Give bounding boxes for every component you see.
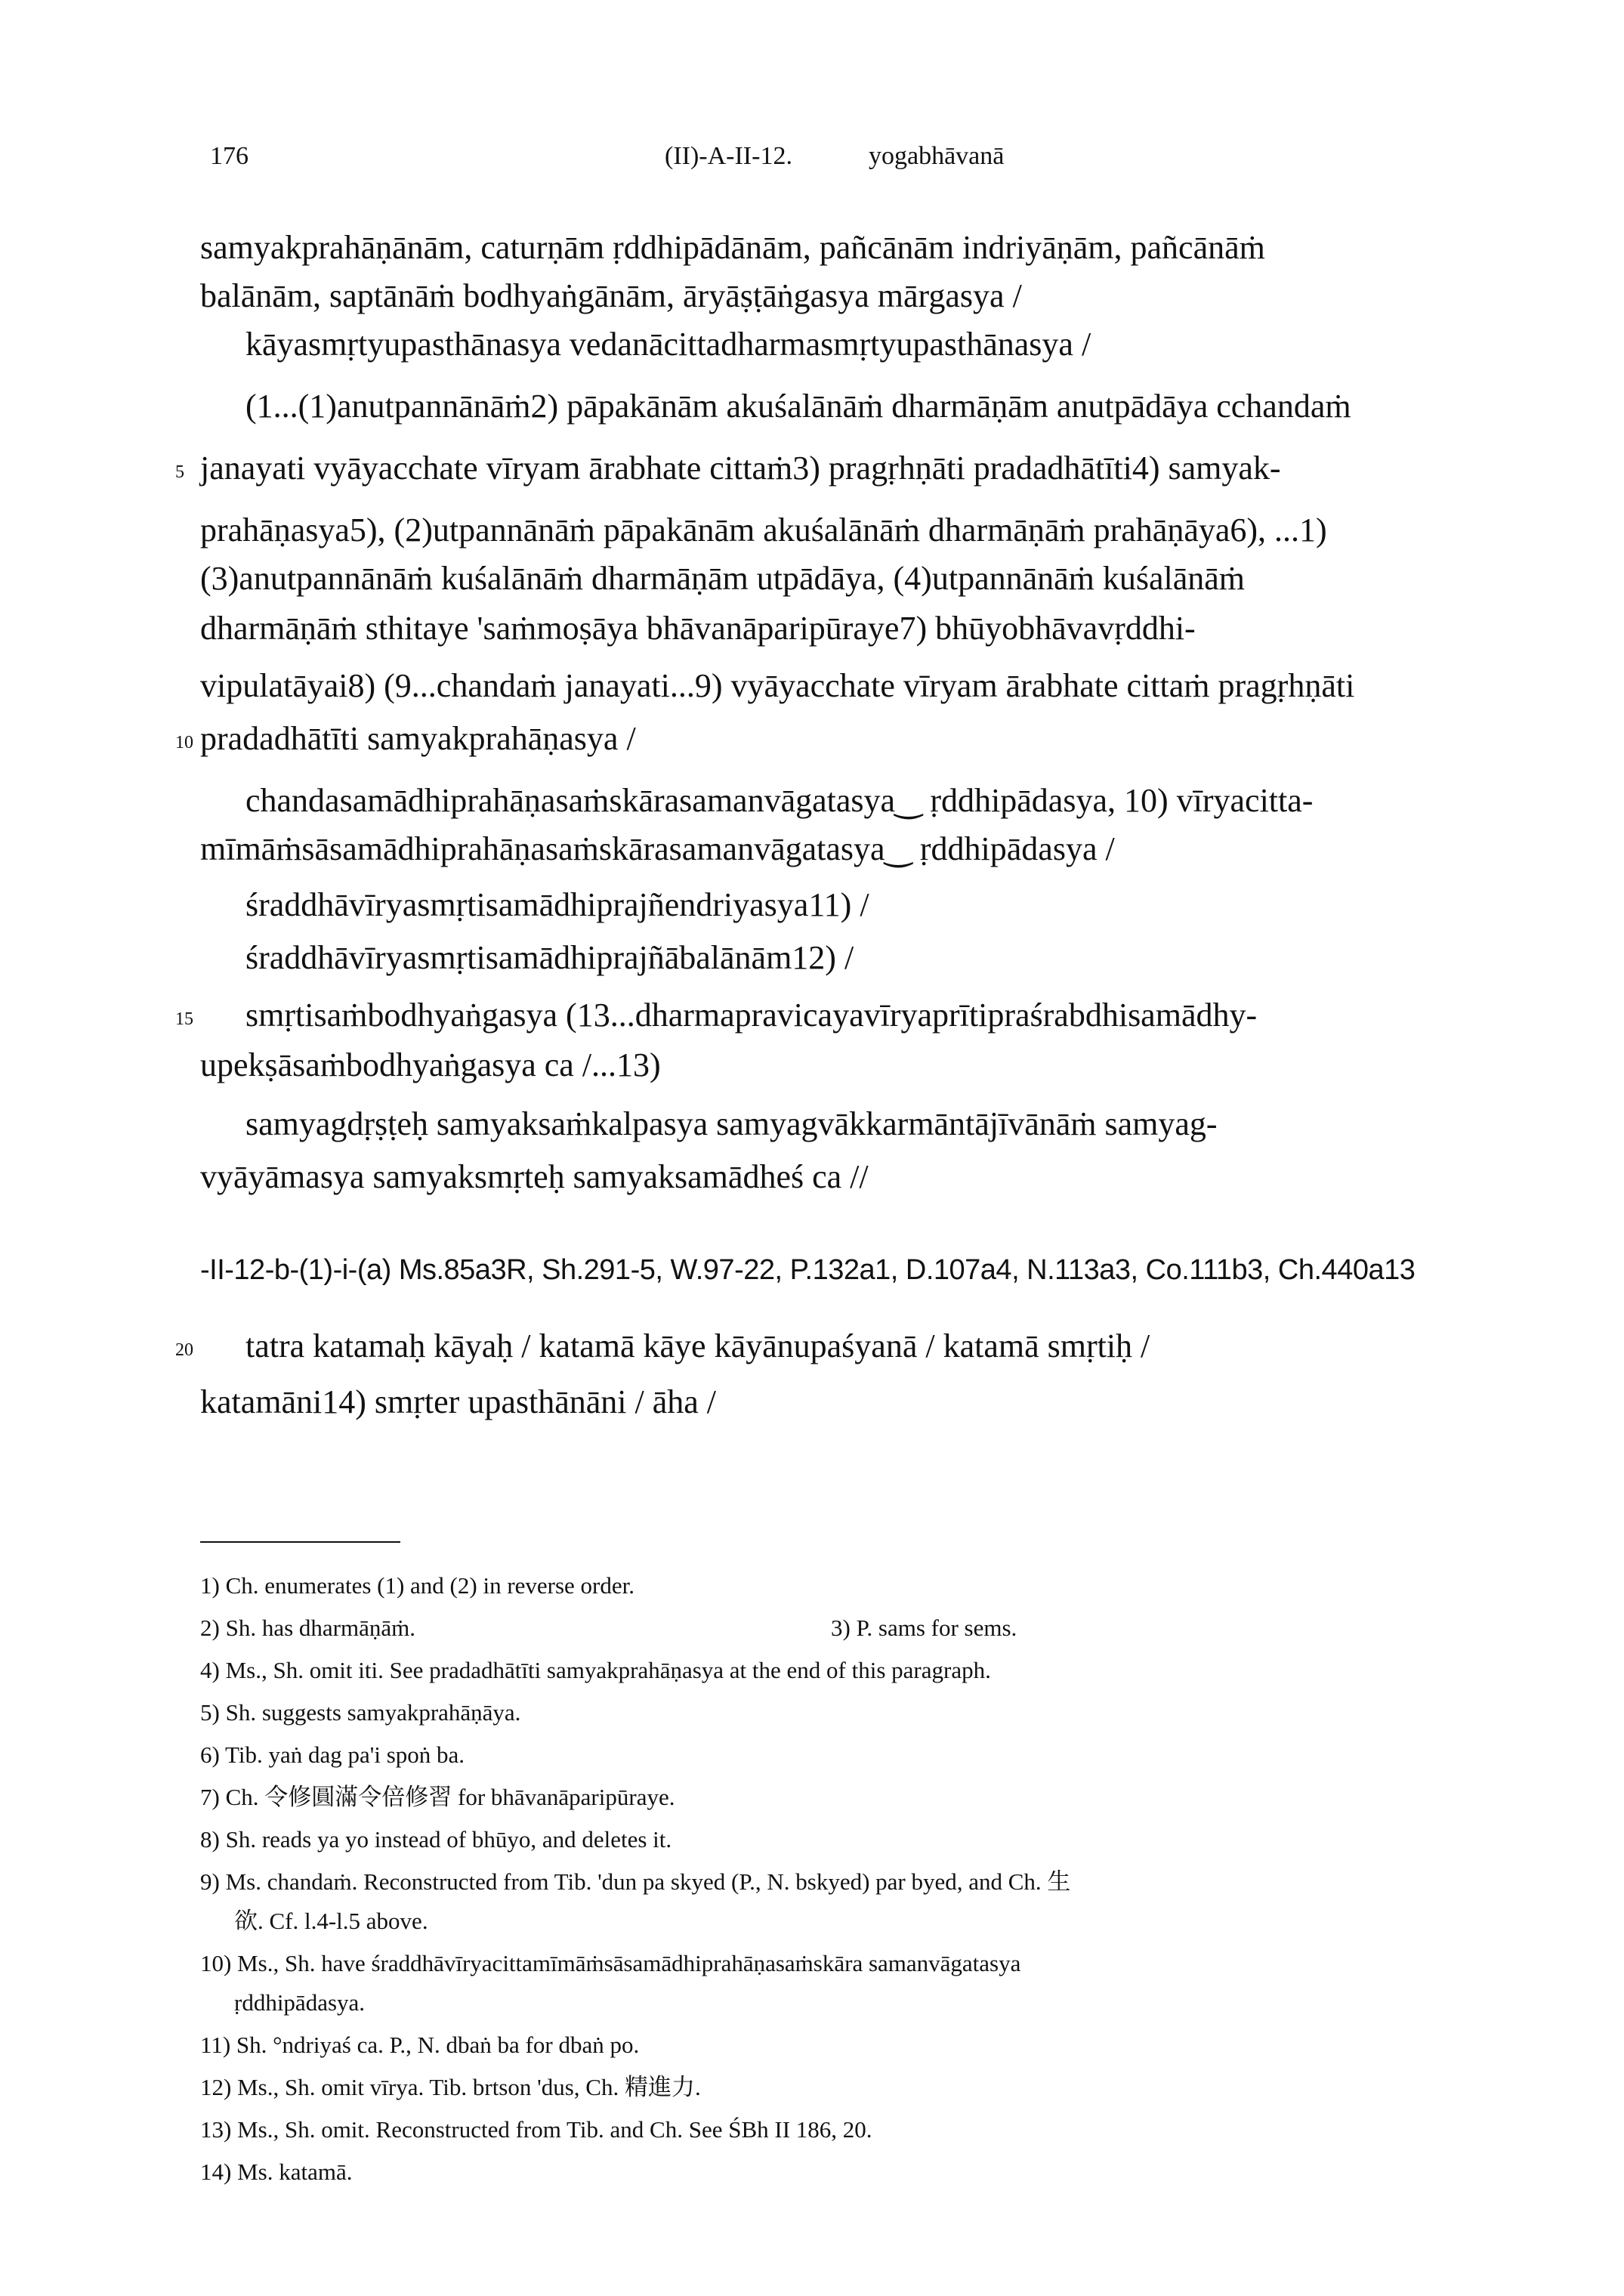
footnote-2: 2) Sh. has dharmāṇāṁ.: [200, 1615, 415, 1641]
text-line-20: tatra katamaḥ kāyaḥ / katamā kāye kāyānupaśyanā / katamā smṛtiḥ /: [245, 1327, 1150, 1364]
line-number-20: 20: [175, 1340, 193, 1360]
text-line-8: dharmāṇāṁ sthitaye 'saṁmoṣāya bhāvanāparipūraye7) bhūyobhāvavṛddhi-: [200, 610, 1196, 647]
footnote-13: 13) Ms., Sh. omit. Reconstructed from Tib. and Ch. See ŚBh II 186, 20.: [200, 2116, 872, 2143]
footnote-9-continuation: 欲. Cf. l.4-l.5 above.: [234, 1908, 428, 1934]
text-line-7: (3)anutpannānāṁ kuśalānāṁ dharmāṇām utpādāya, (4)utpannānāṁ kuśalānāṁ: [200, 560, 1246, 597]
footnote-10: 10) Ms., Sh. have śraddhāvīryacittamīmāṁsāsamādhiprahāṇasaṁskāra samanvāgatasya: [200, 1950, 1021, 1976]
text-line-4: (1...(1)anutpannānāṁ2) pāpakānām akuśalānāṁ dharmāṇām anutpādāya cchandaṁ: [245, 388, 1351, 425]
text-line-10: pradadhātīti samyakprahāṇasya /: [200, 720, 636, 757]
footnote-9: 9) Ms. chandaṁ. Reconstructed from Tib. 'dun pa skyed (P., N. bskyed) par byed, and Ch. 生: [200, 1868, 1071, 1895]
line-number-5: 5: [175, 462, 184, 482]
section-subheading: -II-12-b-(1)-i-(a) Ms.85a3R, Sh.291-5, W.97-22, P.132a1, D.107a4, N.113a3, Co.111b3, Ch.440a13: [200, 1254, 1416, 1286]
footnote-rule: [200, 1541, 400, 1543]
line-number-15: 15: [175, 1009, 193, 1029]
text-line-9: vipulatāyai8) (9...chandaṁ janayati...9) vyāyacchate vīryam ārabhate cittaṁ pragṛhṇāti: [200, 667, 1355, 704]
text-line-15: smṛtisaṁbodhyaṅgasya (13...dharmapravicayavīryaprītipraśrabdhisamādhy-: [245, 997, 1258, 1034]
footnote-11: 11) Sh. °ndriyaś ca. P., N. dbaṅ ba for dbaṅ po.: [200, 2032, 640, 2058]
footnote-6: 6) Tib. yaṅ dag pa'i spoṅ ba.: [200, 1741, 465, 1768]
text-line-21: katamāni14) smṛter upasthānāni / āha /: [200, 1383, 716, 1420]
line-number-10: 10: [175, 733, 193, 752]
page-number: 176: [210, 142, 249, 170]
text-line-11: chandasamādhiprahāṇasaṁskārasamanvāgatasya‿ ṛddhipādasya, 10) vīryacitta-: [245, 782, 1314, 819]
text-line-5: janayati vyāyacchate vīryam ārabhate cittaṁ3) pragṛhṇāti pradadhātīti4) samyak-: [200, 450, 1281, 487]
text-line-2: balānām, saptānāṁ bodhyaṅgānām, āryāṣṭāṅgasya mārgasya /: [200, 277, 1022, 314]
text-line-16: upekṣāsaṁbodhyaṅgasya ca /...13): [200, 1046, 661, 1083]
section-number: (II)-A-II-12.: [665, 142, 792, 170]
footnote-3: 3) P. sams for sems.: [831, 1615, 1017, 1641]
footnote-14: 14) Ms. katamā.: [200, 2158, 353, 2185]
footnote-7: 7) Ch. 令修圓滿令倍修習 for bhāvanāparipūraye.: [200, 1784, 675, 1810]
footnote-1: 1) Ch. enumerates (1) and (2) in reverse order.: [200, 1572, 634, 1599]
text-line-14: śraddhāvīryasmṛtisamādhiprajñābalānām12) /: [245, 939, 854, 976]
footnote-10-continuation: ṛddhipādasya.: [234, 1989, 366, 2016]
footnote-4: 4) Ms., Sh. omit iti. See pradadhātīti samyakprahāṇasya at the end of this paragraph.: [200, 1657, 991, 1683]
text-line-3: kāyasmṛtyupasthānasya vedanācittadharmasmṛtyupasthānasya /: [245, 326, 1091, 363]
text-line-13: śraddhāvīryasmṛtisamādhiprajñendriyasya11) /: [245, 886, 869, 923]
text-line-6: prahāṇasya5), (2)utpannānāṁ pāpakānām akuśalānāṁ dharmāṇāṁ prahāṇāya6), ...1): [200, 511, 1327, 549]
text-line-17: samyagdṛṣṭeḥ samyaksaṁkalpasya samyagvākkarmāntājīvānāṁ samyag-: [245, 1105, 1218, 1142]
running-title: yogabhāvanā: [869, 142, 1005, 170]
footnote-8: 8) Sh. reads ya yo instead of bhūyo, and deletes it.: [200, 1826, 672, 1853]
text-line-12: mīmāṁsāsamādhiprahāṇasaṁskārasamanvāgatasya‿ ṛddhipādasya /: [200, 830, 1115, 867]
footnote-5: 5) Sh. suggests samyakprahāṇāya.: [200, 1699, 521, 1726]
text-line-1: samyakprahāṇānām, caturṇām ṛddhipādānām, pañcānām indriyāṇām, pañcānāṁ: [200, 229, 1265, 266]
footnote-12: 12) Ms., Sh. omit vīrya. Tib. brtson 'dus, Ch. 精進力.: [200, 2074, 701, 2100]
text-line-18: vyāyāmasya samyaksmṛteḥ samyaksamādheś ca //: [200, 1158, 869, 1195]
